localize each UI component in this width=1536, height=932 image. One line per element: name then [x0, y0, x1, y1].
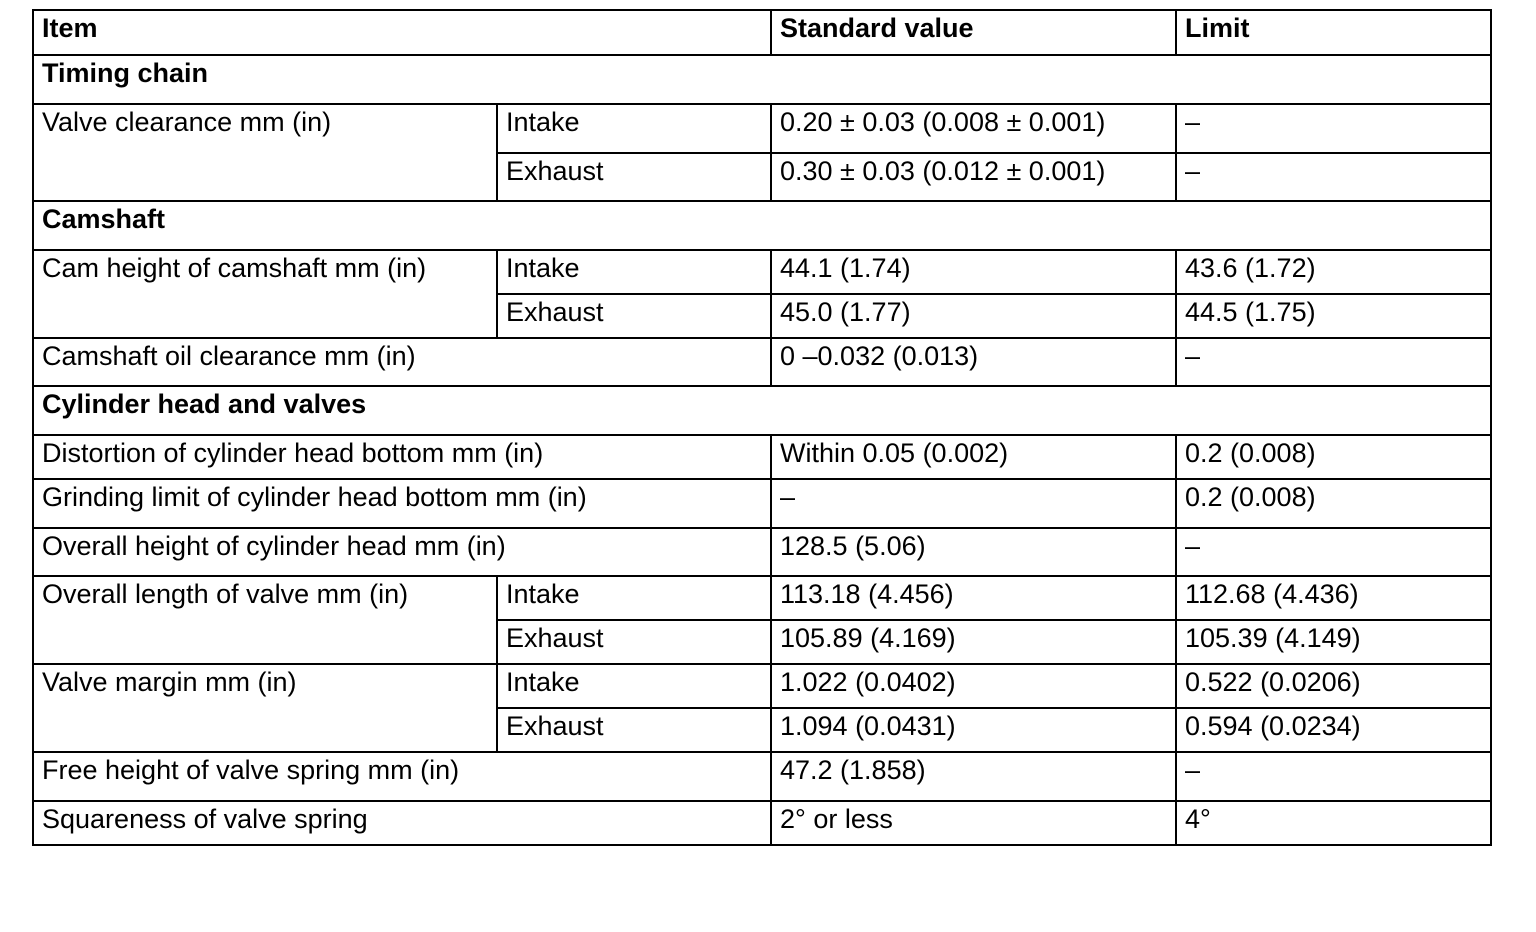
table-row: [33, 528, 1491, 576]
section-timing-chain: Timing chain: [33, 55, 1491, 104]
sub-intake: Intake: [497, 104, 771, 153]
sub-exhaust: Exhaust: [497, 620, 771, 664]
limit-value: 4°: [1176, 801, 1491, 845]
standard-value: 45.0 (1.77): [771, 294, 1176, 338]
header-row: [33, 10, 1491, 55]
limit-value: 112.68 (4.436): [1176, 576, 1491, 620]
header-standard-value: Standard value: [771, 10, 1176, 55]
section-row: [33, 386, 1491, 435]
table-row: [33, 104, 1491, 153]
sub-intake: Intake: [497, 576, 771, 620]
standard-value: 0.30 ± 0.03 (0.012 ± 0.001): [771, 153, 1176, 201]
standard-value: 2° or less: [771, 801, 1176, 845]
table-row: [33, 250, 1491, 294]
table-row: [33, 576, 1491, 620]
section-row: [33, 201, 1491, 250]
limit-value: 0.2 (0.008): [1176, 479, 1491, 528]
standard-value: 1.094 (0.0431): [771, 708, 1176, 752]
limit-value: –: [1176, 752, 1491, 801]
standard-value: –: [771, 479, 1176, 528]
table-row: [33, 479, 1491, 528]
standard-value: 0 –0.032 (0.013): [771, 338, 1176, 386]
header-item: Item: [33, 10, 771, 55]
item-overall-length-valve: Overall length of valve mm (in): [33, 576, 497, 664]
limit-value: –: [1176, 153, 1491, 201]
standard-value: 1.022 (0.0402): [771, 664, 1176, 708]
limit-value: 0.2 (0.008): [1176, 435, 1491, 479]
standard-value: 113.18 (4.456): [771, 576, 1176, 620]
header-limit: Limit: [1176, 10, 1491, 55]
limit-value: 0.522 (0.0206): [1176, 664, 1491, 708]
item-free-height-spring: Free height of valve spring mm (in): [33, 752, 771, 801]
sub-exhaust: Exhaust: [497, 708, 771, 752]
section-row: [33, 55, 1491, 104]
sub-exhaust: Exhaust: [497, 294, 771, 338]
limit-value: 105.39 (4.149): [1176, 620, 1491, 664]
standard-value: 128.5 (5.06): [771, 528, 1176, 576]
sub-intake: Intake: [497, 250, 771, 294]
item-overall-height-head: Overall height of cylinder head mm (in): [33, 528, 771, 576]
standard-value: 44.1 (1.74): [771, 250, 1176, 294]
standard-value: Within 0.05 (0.002): [771, 435, 1176, 479]
item-grinding-limit: Grinding limit of cylinder head bottom mm (in): [33, 479, 771, 528]
table-row: [33, 752, 1491, 801]
item-squareness-spring: Squareness of valve spring: [33, 801, 771, 845]
limit-value: –: [1176, 528, 1491, 576]
limit-value: –: [1176, 104, 1491, 153]
table-row: [33, 801, 1491, 845]
table-row: [33, 338, 1491, 386]
table-row: [33, 664, 1491, 708]
sub-exhaust: Exhaust: [497, 153, 771, 201]
table-row: [33, 435, 1491, 479]
standard-value: 105.89 (4.169): [771, 620, 1176, 664]
item-camshaft-oil-clearance: Camshaft oil clearance mm (in): [33, 338, 771, 386]
standard-value: 0.20 ± 0.03 (0.008 ± 0.001): [771, 104, 1176, 153]
limit-value: 43.6 (1.72): [1176, 250, 1491, 294]
sub-intake: Intake: [497, 664, 771, 708]
specifications-table: [32, 9, 1492, 846]
section-cylinder-head: Cylinder head and valves: [33, 386, 1491, 435]
standard-value: 47.2 (1.858): [771, 752, 1176, 801]
item-valve-margin: Valve margin mm (in): [33, 664, 497, 752]
section-camshaft: Camshaft: [33, 201, 1491, 250]
item-cam-height: Cam height of camshaft mm (in): [33, 250, 497, 338]
limit-value: –: [1176, 338, 1491, 386]
item-distortion: Distortion of cylinder head bottom mm (in): [33, 435, 771, 479]
limit-value: 44.5 (1.75): [1176, 294, 1491, 338]
item-valve-clearance: Valve clearance mm (in): [33, 104, 497, 201]
limit-value: 0.594 (0.0234): [1176, 708, 1491, 752]
